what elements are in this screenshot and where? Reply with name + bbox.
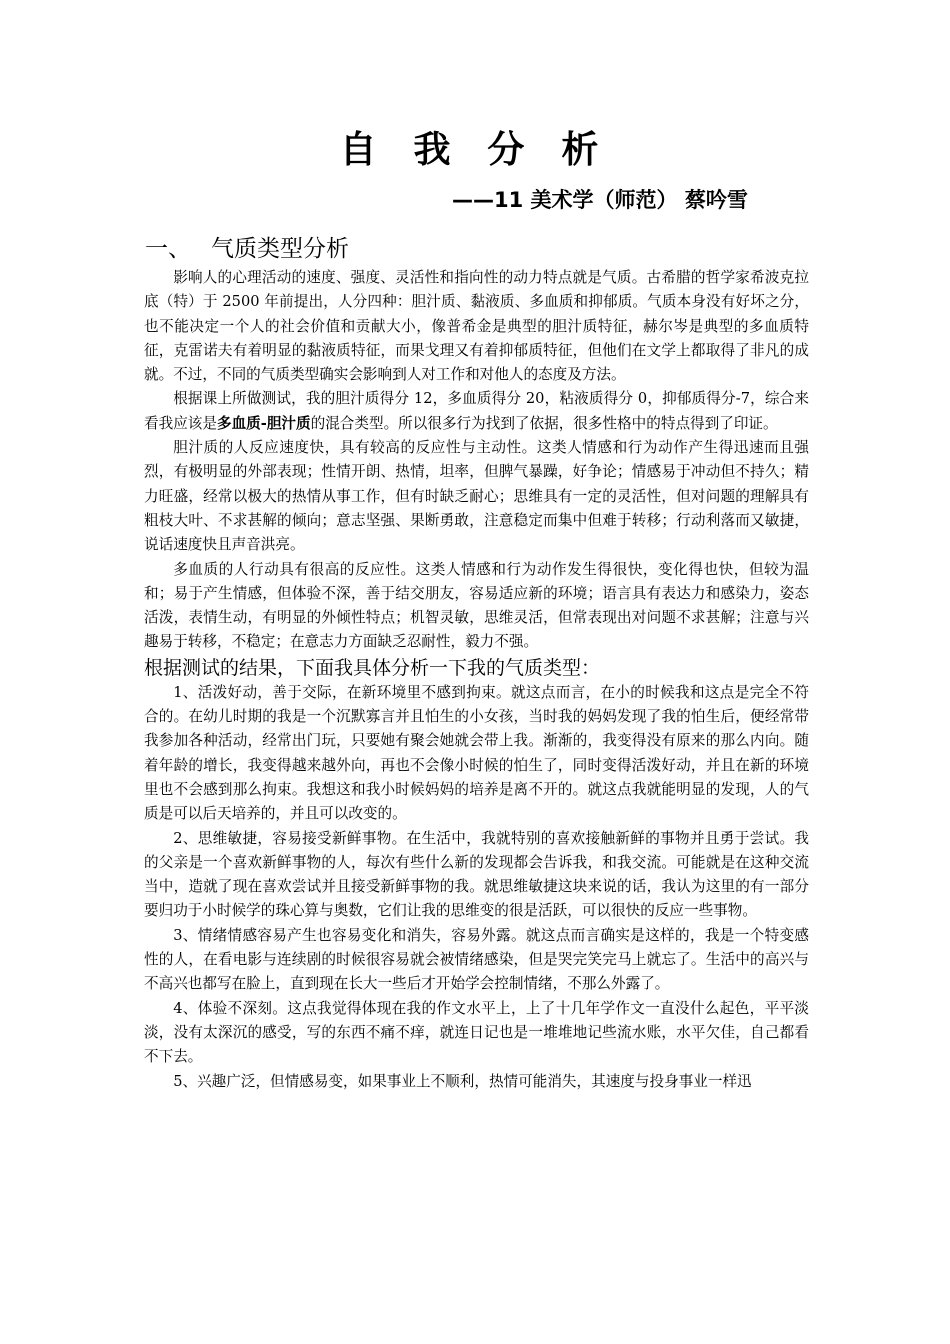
paragraph-sanguine: 多血质的人行动具有很高的反应性。这类人情感和行为动作发生得很快，变化得也快，但较为温和；易于产生情感，但体验不深，善于结交朋友，容易适应新的环境；语言具有表达力和感染力，姿态活泼，表情生动，有明显的外倾性特点；机智灵敏，思维灵活，但常表现出对问题不求甚解；注意与兴趣易于转移，不稳定；在意志力方面缺乏忍耐性，毅力不强。	[144, 560, 809, 651]
author-subtitle: ——11 美术学（师范） 蔡吟雪	[452, 188, 748, 212]
paragraph-choleric: 胆汁质的人反应速度快，具有较高的反应性与主动性。这类人情感和行为动作产生得迅速而且强烈，有极明显的外部表现；性情开朗、热情，坦率，但脾气暴躁，好争论；情感易于冲动但不持久；精力旺盛，经常以极大的热情从事工作，但有时缺乏耐心；思维具有一定的灵活性，但对问题的理解具有粗枝大叶、不求甚解的倾向；意志坚强、果断勇敢，注意稳定而集中但难于转移；行动利落而又敏捷，说话速度快且声音洪亮。	[144, 439, 809, 554]
paragraph-test-scores	[144, 387, 809, 436]
paragraph-point-4: 4、体验不深刻。这点我觉得体现在我的作文水平上，上了十几年学作文一直没什么起色，平平淡淡，没有太深沉的感受，写的东西不痛不痒，就连日记也是一堆堆地记些流水账，水平欠佳，自己都看不下去。	[144, 999, 809, 1066]
paragraph-point-3: 3、情绪情感容易产生也容易变化和消失，容易外露。就这点而言确实是这样的，我是一个特变感性的人，在看电影与连续剧的时候很容易就会被情绪感染，但是哭完笑完马上就忘了。生活中的高兴与不高兴也都写在脸上，直到现在长大一些后才开始学会控制情绪，不那么外露了。	[144, 926, 809, 993]
paragraph-point-1: 1、活泼好动，善于交际，在新环境里不感到拘束。就这点而言，在小的时候我和这点是完全不符合的。在幼儿时期的我是一个沉默寡言并且怕生的小女孩，当时我的妈妈发现了我的怕生后，便经常带我参加各种活动，经常出门玩，只要她有聚会她就会带上我。渐渐的，我变得没有原来的那么内向。随着年龄的增长，我变得越来越外向，再也不会像小时候的怕生了，同时变得活泼好动，并且在新的环境里也不会感到那么拘束。我想这和我小时候妈妈的培养是离不开的。就这点我就能明显的发现，人的气质是可以后天培养的，并且可以改变的。	[144, 683, 809, 823]
document-body	[144, 266, 809, 1094]
analysis-subheading: 根据测试的结果，下面我具体分析一下我的气质类型：	[144, 656, 601, 679]
paragraph-temperament-definition: 影响人的心理活动的速度、强度、灵活性和指向性的动力特点就是气质。古希腊的哲学家希波克拉底（特）于 2500 年前提出，人分四种：胆汁质、黏液质、多血质和抑郁质。气质本身没有好坏之分，也不能决定一个人的社会价值和贡献大小，像普希金是典型的胆汁质特征，赫尔岑是典型的多血质特征，克雷诺夫有着明显的黏液质特征，而果戈理又有着抑郁质特征，但他们在文学上都取得了非凡的成就。不过，不同的气质类型确实会影响到人对工作和对他人的态度及方法。	[144, 269, 809, 384]
section-title: 气质类型分析	[211, 236, 349, 262]
scores-text: 根据课上所做测试，我的胆汁质得分 12，多血质得分 20，粘液质得分 0，抑郁质得分-7，综合来看我应该是	[144, 390, 809, 432]
paragraph-point-5: 5、兴趣广泛，但情感易变，如果事业上不顺利，热情可能消失，其速度与投身事业一样迅	[173, 1072, 752, 1090]
scores-text-end: 的混合类型。所以很多行为找到了依据，很多性格中的特点得到了印证。	[310, 414, 778, 432]
temperament-type-bold: 多血质-胆汁质	[216, 414, 311, 432]
section-heading	[145, 234, 349, 264]
paragraph-point-2: 2、思维敏捷，容易接受新鲜事物。在生活中，我就特别的喜欢接触新鲜的事物并且勇于尝试。我的父亲是一个喜欢新鲜事物的人，每次有些什么新的发现都会告诉我，和我交流。可能就是在这种交流当中，造就了现在喜欢尝试并且接受新鲜事物的我。就思维敏捷这块来说的话，我认为这里的有一部分要归功于小时候学的珠心算与奥数，它们让我的思维变的很是活跃，可以很快的反应一些事物。	[144, 829, 809, 920]
document-title: 自 我 分 析	[339, 128, 611, 171]
section-number: 一、	[145, 236, 191, 262]
